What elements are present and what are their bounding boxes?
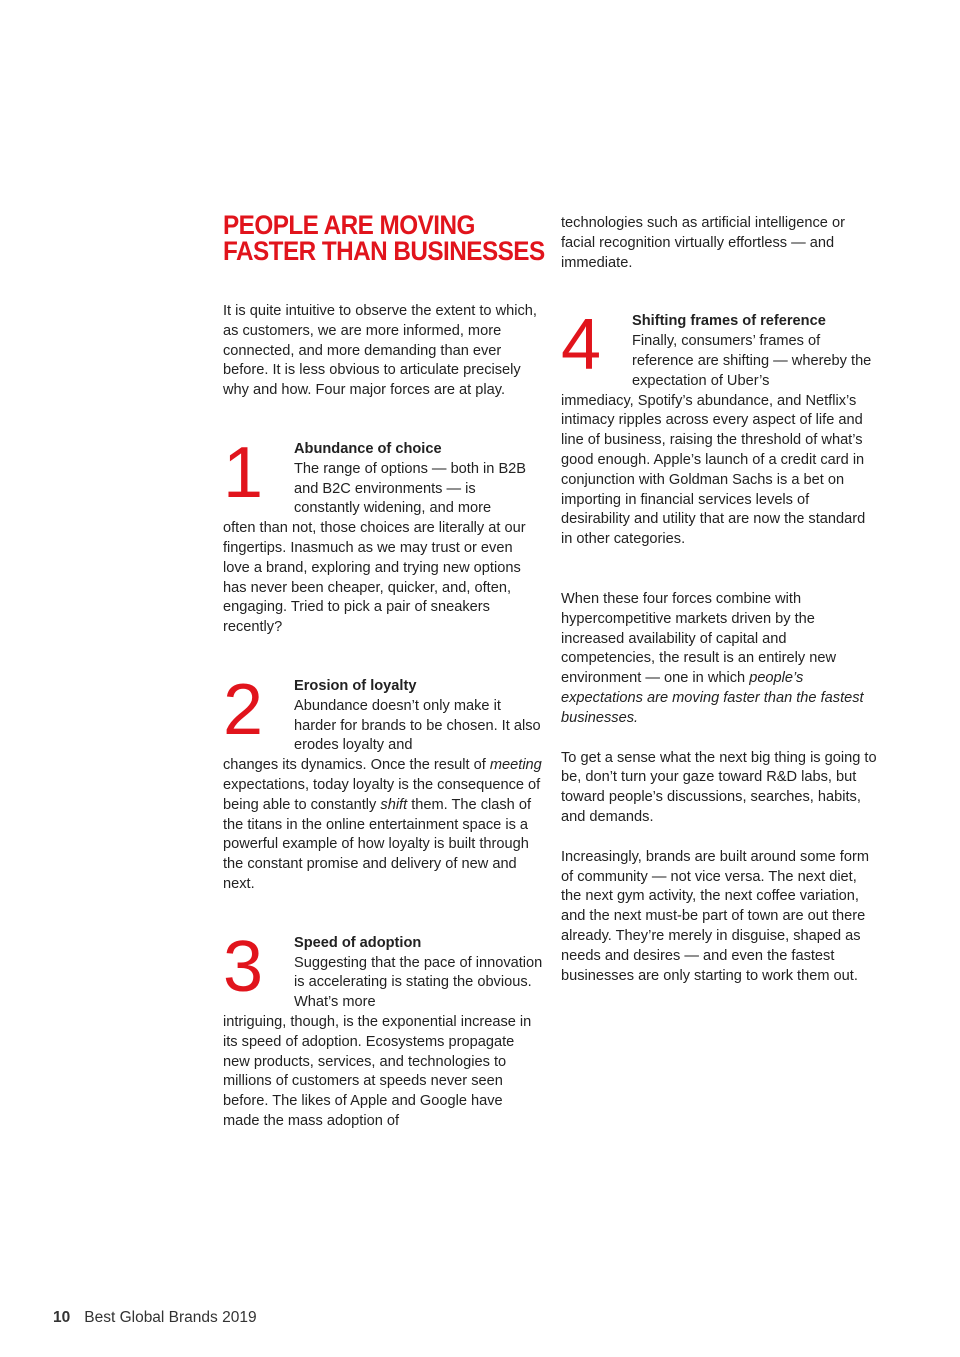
force-title: Speed of adoption: [294, 934, 422, 951]
force-body-emphasis: meeting: [489, 757, 542, 774]
force-body-text: them. The clash of the titans in the online entertainment space is a powerful example of how loyalty is built through the constant promise and delivery of new and next.: [223, 796, 532, 892]
left-column: [223, 212, 543, 1132]
force-body: [223, 756, 543, 895]
force-lead: Abundance doesn’t only make it harder for brands to be chosen. It also erodes loyalty and: [294, 697, 541, 754]
force-number: 3: [223, 926, 264, 1007]
combine-paragraph: [561, 590, 879, 729]
force-body-text: expectations, today loyalty is the consequence of being able to constantly: [223, 776, 541, 813]
continued-paragraph: technologies such as artificial intelligence or facial recognition virtually effortless — and immediate.: [561, 215, 845, 271]
force-title: Abundance of choice: [294, 440, 442, 457]
page-footer: [53, 1309, 257, 1327]
publication-title: Best Global Brands 2019: [84, 1309, 257, 1326]
combine-text: When these four forces combine with hypercompetitive markets driven by the increased availability of capital and competencies, the result is an entirely new environment — one in which: [561, 590, 836, 687]
sense-paragraph: To get a sense what the next big thing is going to be, don’t turn your gaze toward R&D labs, but toward people’s discussions, searches, habits, and demands.: [561, 749, 877, 825]
force-lead: The range of options — both in B2B and B2C environments — is constantly widening, and more: [294, 460, 527, 517]
intro-paragraph: It is quite intuitive to observe the extent to which, as customers, we are more informed, more connected, and more demanding than ever before. It is less obvious to articulate precisely why and how. Four major forces are at play.: [223, 303, 537, 399]
force-number: 2: [223, 669, 264, 750]
combine-emphasis: people’s expectations are moving faster than the fastest businesses.: [561, 670, 864, 726]
force-4: [561, 305, 879, 550]
force-3: [223, 926, 543, 1132]
right-column: [561, 214, 879, 986]
page-number: 10: [53, 1309, 71, 1326]
force-1: [223, 432, 543, 638]
force-number: 4: [561, 305, 602, 386]
headline: PEOPLE ARE MOVING FASTER THAN BUSINESSES: [223, 210, 545, 266]
force-lead: Finally, consumers’ frames of reference are shifting — whereby the expectation of Uber’s: [632, 333, 872, 389]
force-body-emphasis: shift: [380, 796, 408, 813]
force-lead: Suggesting that the pace of innovation is accelerating is stating the obvious. What’s more: [294, 954, 543, 1011]
community-paragraph: Increasingly, brands are built around some form of community — not vice versa. The next diet, the next gym activity, the next coffee variation, and the next must-be part of town are out there already. They’re merely in disguise, shaped as needs and desires — and even the fastest businesses are only starting to work them out.: [561, 848, 869, 984]
force-body: often than not, those choices are literally at our fingertips. Inasmuch as we may trust or even love a brand, exploring and trying new options has never been cheaper, quicker, and, often, engaging. Tried to pick a pair of sneakers recently?: [223, 520, 526, 636]
force-body-text: changes its dynamics. Once the result of: [223, 757, 490, 774]
force-number: 1: [223, 432, 264, 513]
force-body: immediacy, Spotify’s abundance, and Netflix’s intimacy ripples across every aspect of life and line of business, raising the threshold of what’s good enough. Apple’s launch of a credit card in conjunction with Goldman Sachs is a bet on importing in financial services levels of desirability and utility that are now the standard in other categories.: [561, 392, 866, 548]
force-title: Shifting frames of reference: [632, 313, 826, 330]
force-body: intriguing, though, is the exponential increase in its speed of adoption. Ecosystems propagate new products, services, and technologies to millions of customers at speeds never seen before. The likes of Apple and Google have made the mass adoption of: [223, 1013, 532, 1129]
force-title: Erosion of loyalty: [294, 677, 417, 694]
force-2: [223, 669, 543, 895]
